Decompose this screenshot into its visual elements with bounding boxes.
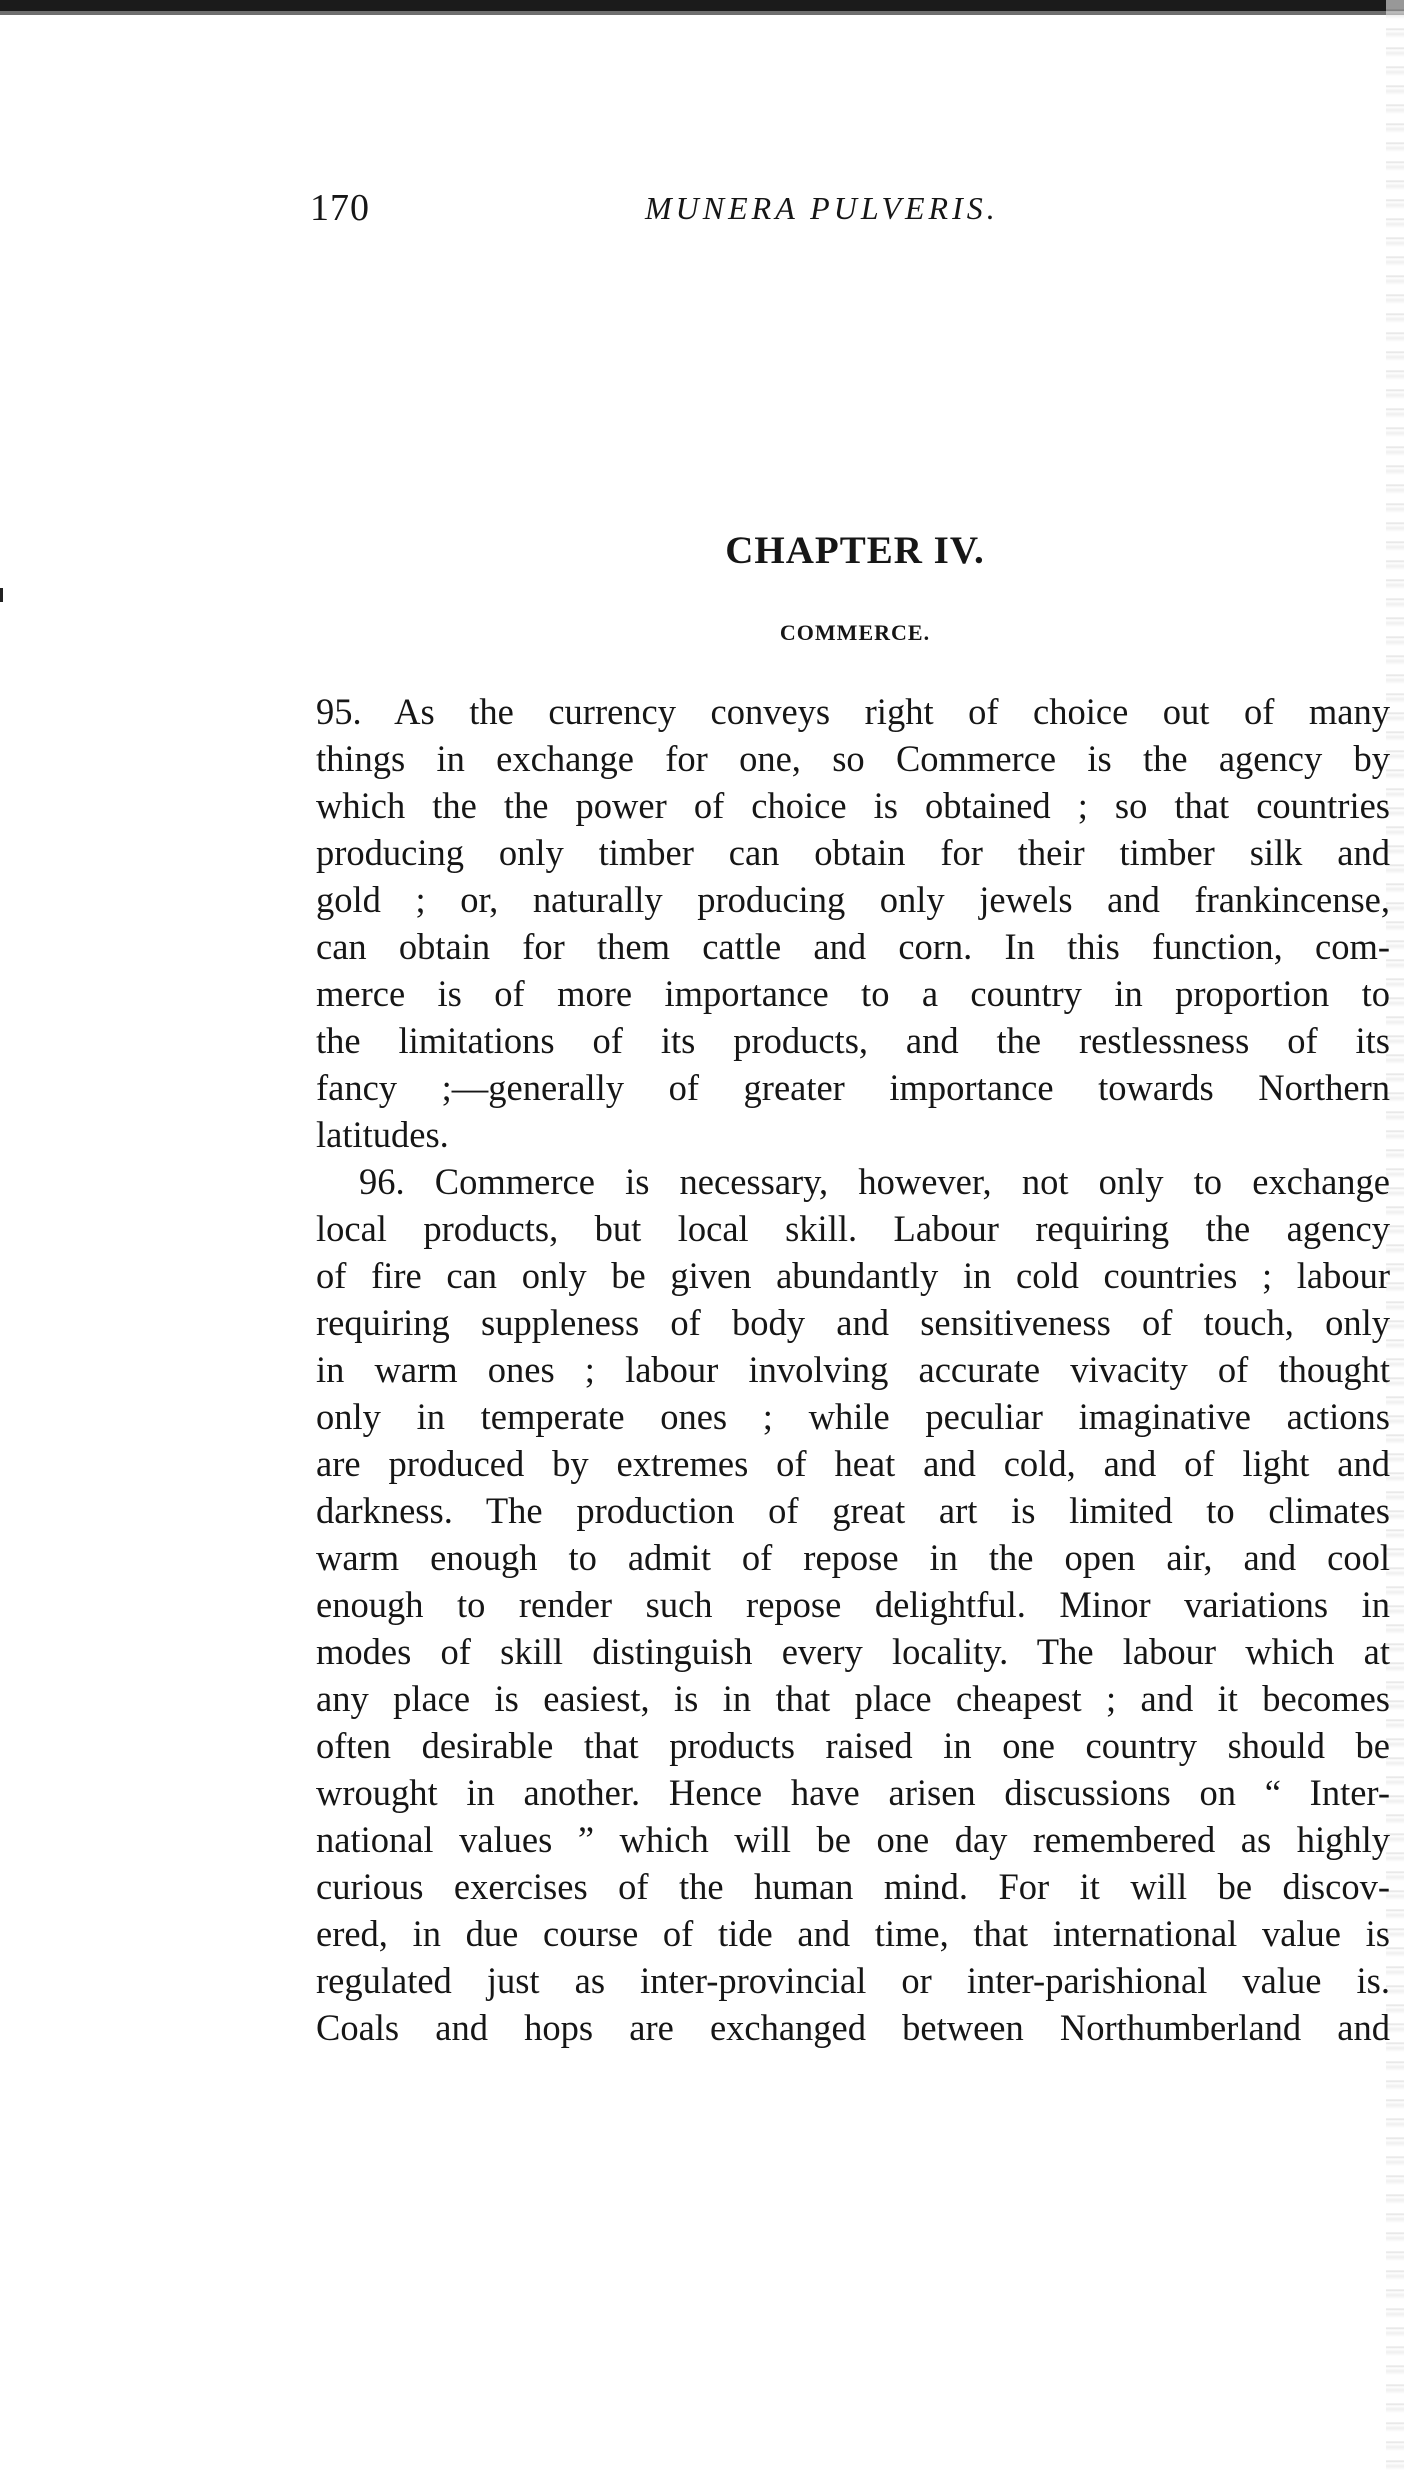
text-line: wrought in another. Hence have arisen discussions on “ Inter-	[316, 1772, 1390, 1813]
text-line: producing only timber can obtain for their timber silk and	[316, 832, 1390, 873]
text-line: requiring suppleness of body and sensitiveness of touch, only	[316, 1302, 1390, 1343]
text-line: often desirable that products raised in one country should be	[316, 1725, 1390, 1766]
chapter-title: CHAPTER IV.	[725, 529, 985, 572]
text-line: any place is easiest, is in that place cheapest ; and it becomes	[316, 1678, 1390, 1719]
chapter-subtitle: COMMERCE.	[779, 620, 931, 645]
text-line: regulated just as inter-provincial or inter-parishional value is.	[316, 1960, 1390, 2001]
text-line: of fire can only be given abundantly in cold countries ; labour	[316, 1255, 1390, 1296]
text-line: can obtain for them cattle and corn. In this function, com-	[316, 926, 1390, 967]
text-line: which the the power of choice is obtained ; so that countries	[316, 785, 1390, 826]
text-line: Coals and hops are exchanged between Northumberland and	[316, 2007, 1390, 2048]
text-line: modes of skill distinguish every locality. The labour which at	[316, 1631, 1390, 1672]
text-line: 96. Commerce is necessary, however, not only to exchange	[359, 1161, 1390, 1202]
text-line: in warm ones ; labour involving accurate vivacity of thought	[316, 1349, 1390, 1390]
margin-speck	[0, 588, 3, 602]
running-title: MUNERA PULVERIS.	[645, 190, 999, 226]
text-line: local products, but local skill. Labour requiring the agency	[316, 1208, 1390, 1249]
text-line: 95. As the currency conveys right of choice out of many	[316, 691, 1390, 732]
text-line: latitudes.	[316, 1114, 449, 1155]
text-line: things in exchange for one, so Commerce is the agency by	[316, 738, 1390, 779]
text-line: fancy ;—generally of greater importance towards Northern	[316, 1067, 1390, 1108]
body-text	[316, 688, 1390, 2051]
text-line: national values ” which will be one day remembered as highly	[316, 1819, 1390, 1860]
text-line: gold ; or, naturally producing only jewels and frankincense,	[316, 879, 1390, 920]
text-line: ered, in due course of tide and time, that international value is	[316, 1913, 1390, 1954]
text-line: enough to render such repose delightful. Minor variations in	[316, 1584, 1390, 1625]
top-page-edge-shadow	[0, 11, 1404, 15]
text-line: the limitations of its products, and the restlessness of its	[316, 1020, 1390, 1061]
page-number: 170	[310, 187, 370, 229]
text-line: darkness. The production of great art is limited to climates	[316, 1490, 1390, 1531]
top-page-edge	[0, 0, 1404, 11]
text-line: curious exercises of the human mind. For it will be discov-	[316, 1866, 1390, 1907]
text-line: are produced by extremes of heat and cold, and of light and	[316, 1443, 1390, 1484]
text-line: merce is of more importance to a country in proportion to	[316, 973, 1390, 1014]
running-head	[310, 186, 1395, 236]
text-line: warm enough to admit of repose in the open air, and cool	[316, 1537, 1390, 1578]
text-line: only in temperate ones ; while peculiar imaginative actions	[316, 1396, 1390, 1437]
